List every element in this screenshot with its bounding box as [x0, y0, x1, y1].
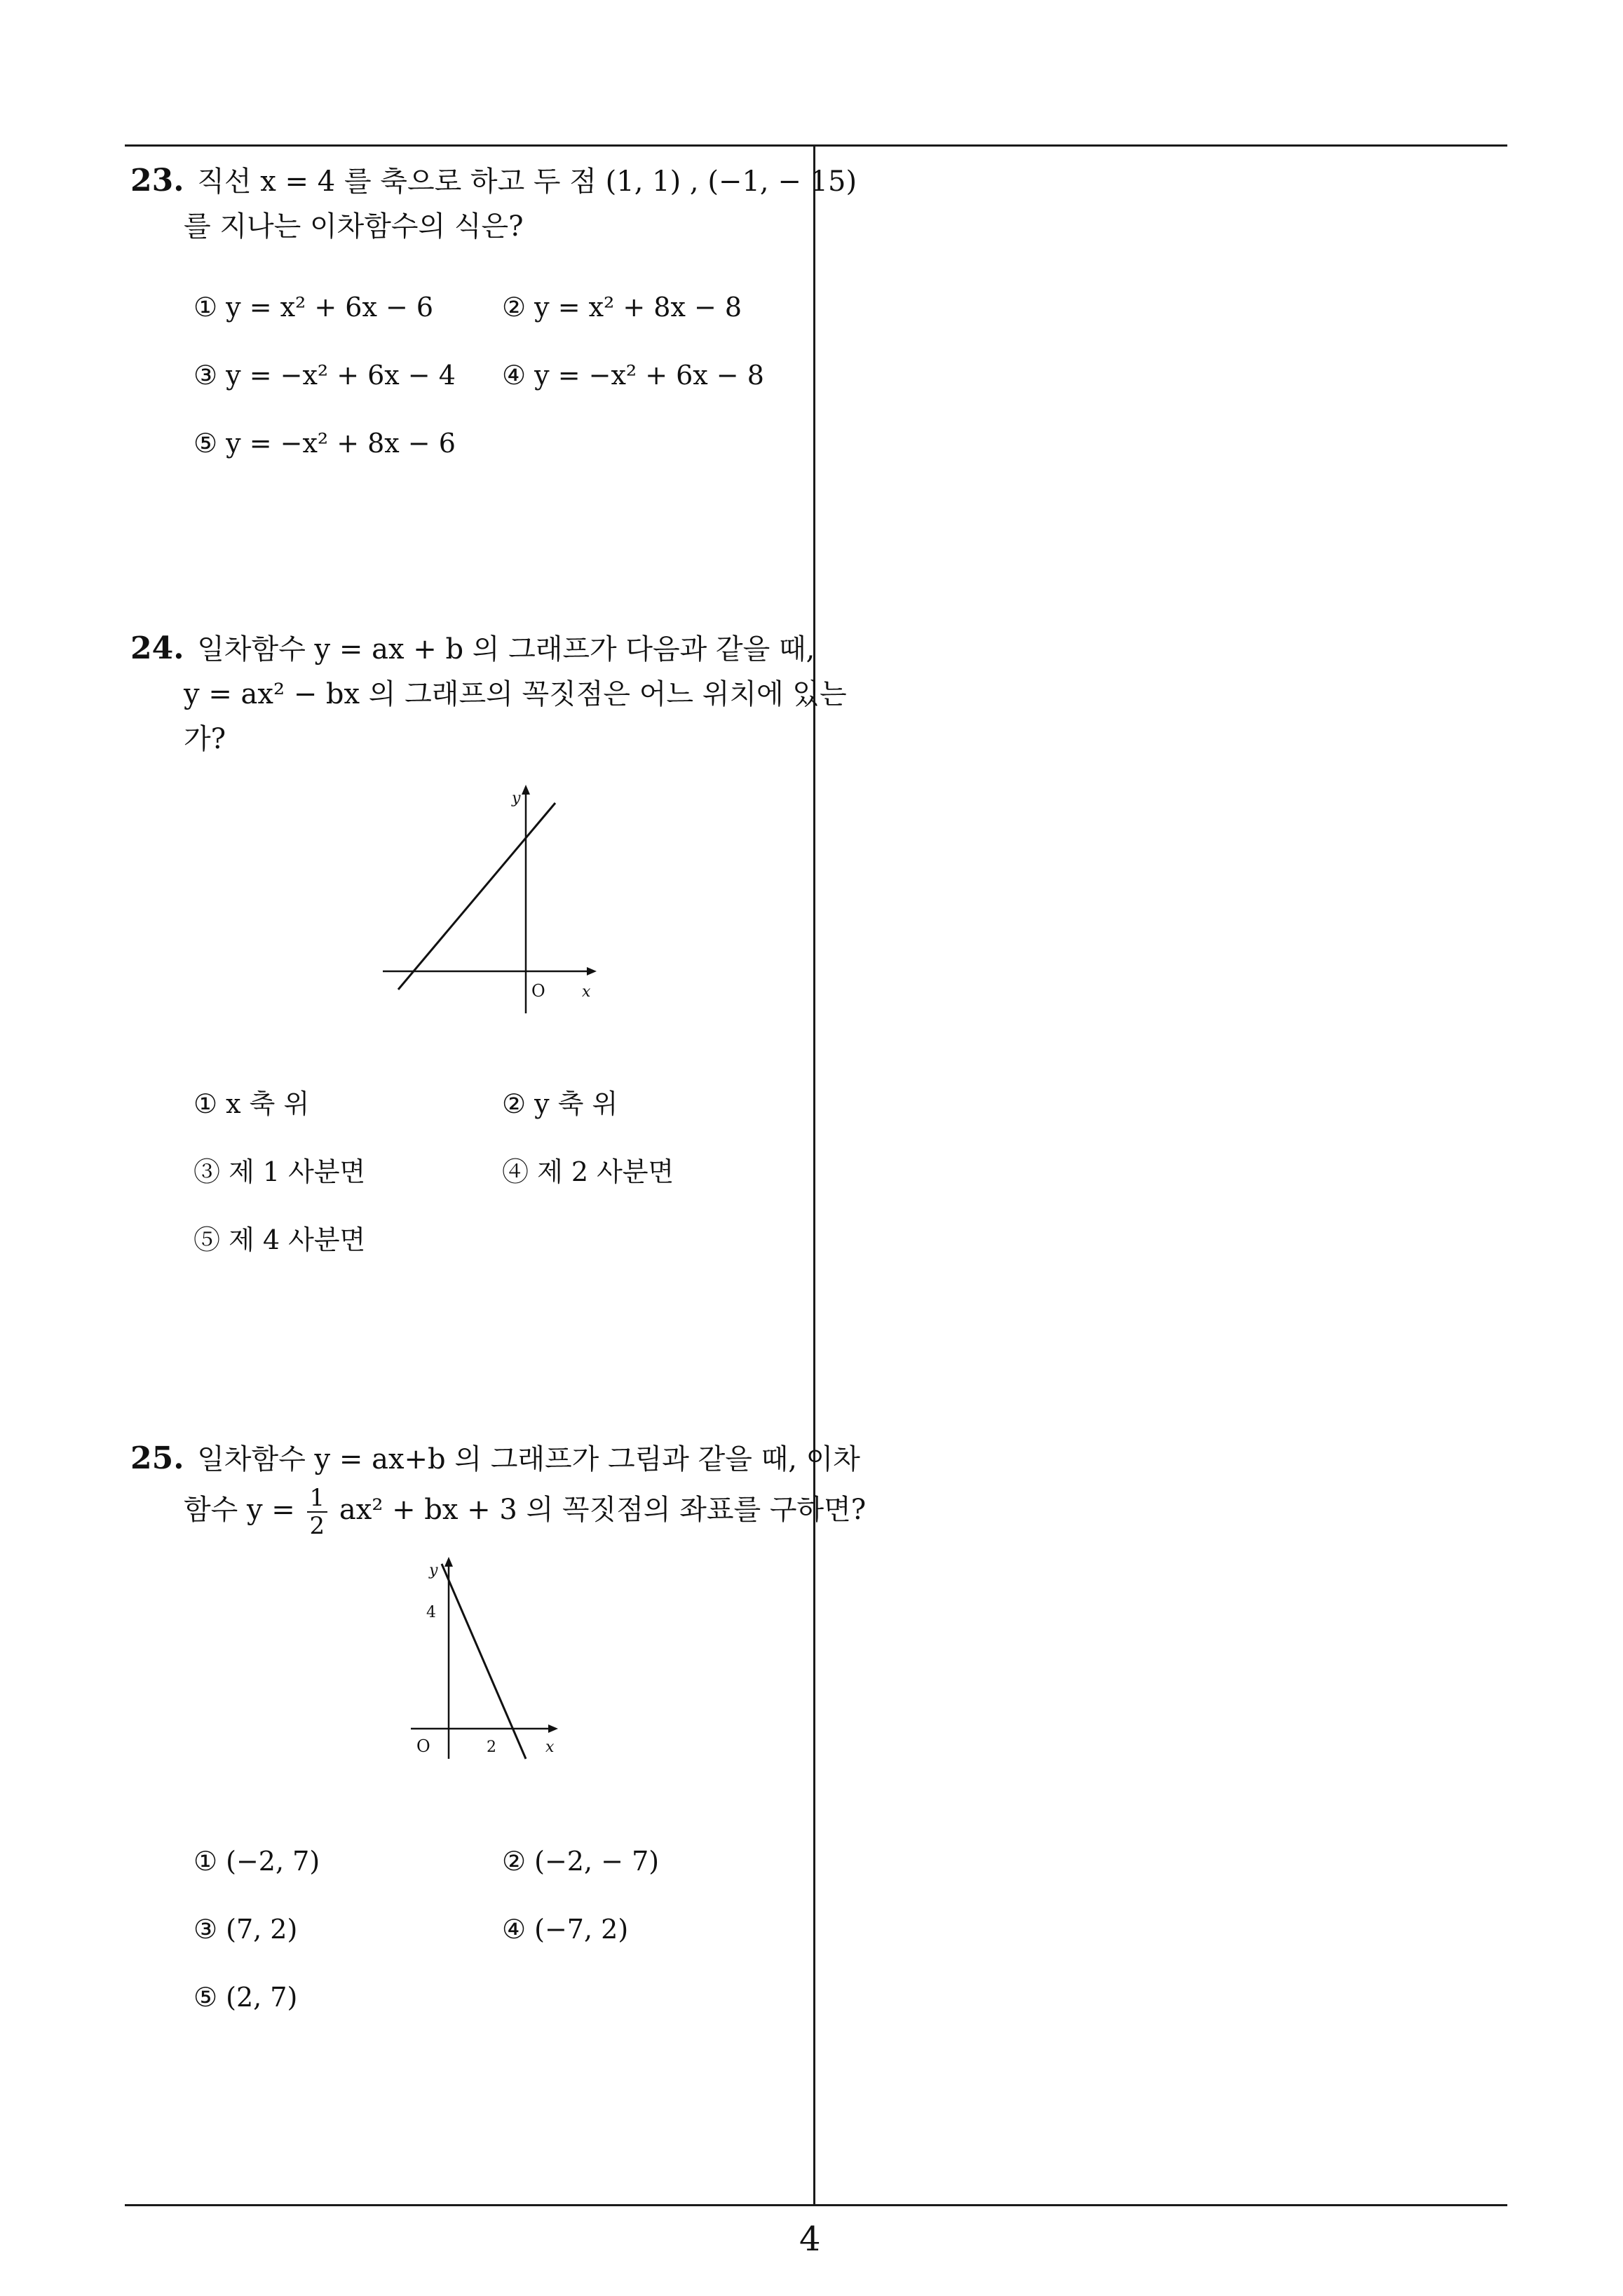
y-axis-arrow: [444, 1557, 453, 1567]
x-axis-arrow: [548, 1724, 558, 1733]
choice-4[interactable]: ④ 제 2 사분면: [502, 1156, 674, 1187]
origin-label: O: [416, 1736, 430, 1756]
choice-1[interactable]: ① (−2, 7): [193, 1846, 320, 1877]
choice-5[interactable]: ⑤ y = −x² + 8x − 6: [193, 428, 456, 459]
problem-number: 24.: [130, 630, 184, 666]
choice-5[interactable]: ⑤ 제 4 사분면: [193, 1224, 366, 1255]
problem-text-line-1: 일차함수 y = ax + b 의 그래프가 다음과 같을 때,: [197, 633, 815, 666]
problem-text-line-1: 일차함수 y = ax+b 의 그래프가 그림과 같을 때, 이차: [197, 1443, 860, 1475]
problem-23: [130, 158, 857, 459]
linear-graph-25: [411, 1555, 719, 1808]
x-axis-label: x: [545, 1738, 555, 1756]
y-axis-label: y: [512, 790, 521, 807]
linear-graph-24: [383, 782, 733, 1020]
problem-text-line-3: 가?: [184, 723, 226, 755]
top-rule: [125, 144, 1507, 147]
choice-2[interactable]: ② (−2, − 7): [502, 1846, 660, 1877]
choice-3[interactable]: ③ (7, 2): [193, 1914, 298, 1945]
origin-label: O: [531, 981, 545, 1001]
graph-line: [442, 1564, 526, 1759]
problem-number: 25.: [130, 1440, 184, 1476]
problem-25: [130, 1436, 867, 2013]
choice-1[interactable]: ① y = x² + 6x − 6: [193, 292, 434, 323]
x-axis-arrow: [587, 967, 597, 975]
problem-text-line-2: 함수 y = $\frac{1}{2}$ ax² + bx + 3 의 꼭짓점의 좌표를 구하면?: [184, 1484, 867, 1540]
y-axis-arrow: [522, 785, 530, 795]
choice-3[interactable]: ③ 제 1 사분면: [193, 1156, 366, 1187]
bottom-rule: [125, 2204, 1507, 2206]
page-number: 4: [799, 2220, 821, 2259]
x-axis-label: x: [582, 983, 591, 1001]
choice-2[interactable]: ② y 축 위: [502, 1088, 618, 1119]
choice-5[interactable]: ⑤ (2, 7): [193, 1982, 298, 2013]
choice-4[interactable]: ④ (−7, 2): [502, 1914, 629, 1945]
choice-1[interactable]: ① x 축 위: [193, 1088, 310, 1119]
graph-line: [398, 803, 555, 990]
problem-24: [130, 626, 847, 1255]
y-intercept-label: 4: [426, 1604, 436, 1621]
column-divider: [813, 144, 815, 2206]
problem-text-line-2: y = ax² − bx 의 그래프의 꼭짓점은 어느 위치에 있는: [184, 678, 847, 710]
problem-text-line-1: 직선 x = 4 를 축으로 하고 두 점 (1, 1) , (−1, − 15): [197, 166, 857, 198]
y-axis-label: y: [429, 1562, 438, 1579]
problem-number: 23.: [130, 163, 184, 198]
fraction-one-half: $\frac{1}{2}$: [307, 1485, 328, 1539]
problem-text-line-2: 를 지나는 이차함수의 식은?: [184, 210, 524, 243]
choice-2[interactable]: ② y = x² + 8x − 8: [502, 292, 742, 323]
x-intercept-label: 2: [487, 1738, 496, 1756]
choice-3[interactable]: ③ y = −x² + 6x − 4: [193, 360, 456, 391]
choice-4[interactable]: ④ y = −x² + 6x − 8: [502, 360, 764, 391]
